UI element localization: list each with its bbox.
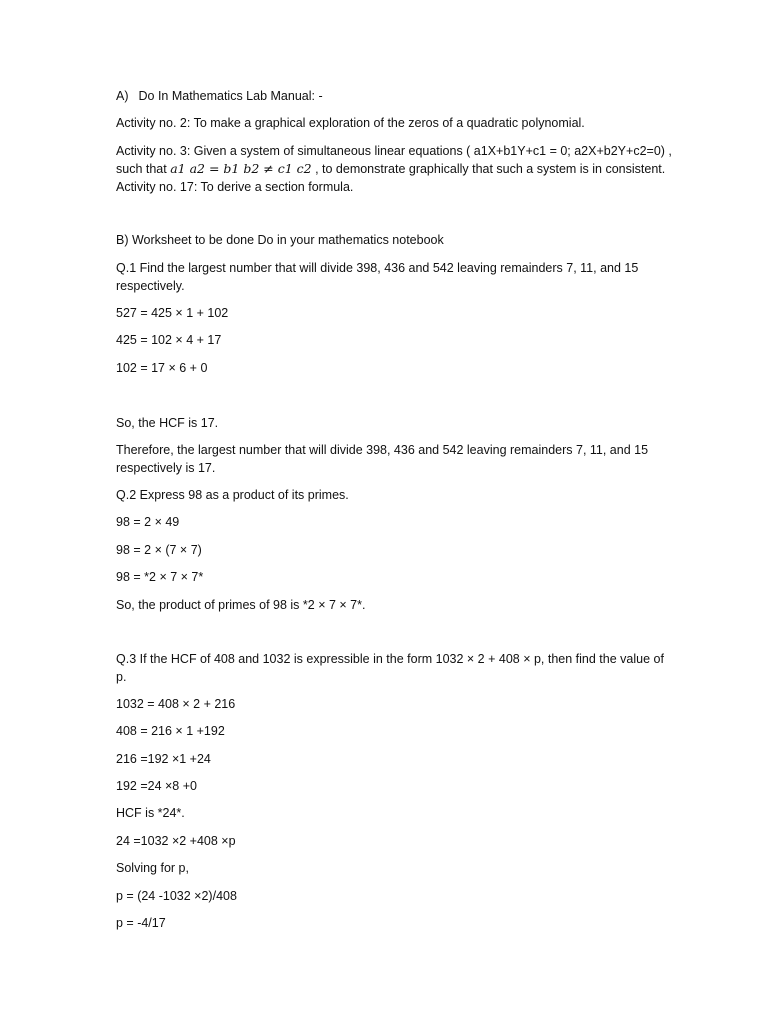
ratio-condition: a1 a2 = b1 b2 ≠ c1 c2: [170, 161, 312, 176]
q1-step-3: 102 = 17 × 6 + 0: [116, 361, 208, 375]
section-a-marker: A): [116, 89, 129, 103]
q1-step-1: 527 = 425 × 1 + 102: [116, 306, 229, 320]
q3-step-2: 408 = 216 × 1 +192: [116, 724, 225, 738]
q3-step-4: 192 =24 ×8 +0: [116, 779, 197, 793]
q1-step-2: 425 = 102 × 4 + 17: [116, 333, 222, 347]
q2-answer: So, the product of primes of 98 is *2 × 7 × 7*.: [116, 598, 366, 612]
section-b-heading: B) Worksheet to be done Do in your mathematics notebook: [116, 233, 444, 247]
q3-solving-label: Solving for p,: [116, 861, 189, 875]
q1-hcf: So, the HCF is 17.: [116, 416, 219, 430]
q3-p-value: p = -4/17: [116, 916, 166, 930]
activity-3-text: Activity no. 3: Given a system of simultaneous linear equations ( a1X+b1Y+c1 = 0; a2X+b2Y+c2=0) , such that: [116, 144, 672, 176]
q3-step-3: 216 =192 ×1 +24: [116, 752, 211, 766]
q2-step-3: 98 = *2 × 7 × 7*: [116, 570, 204, 584]
activity-3: [116, 142, 676, 196]
q3-step-1: 1032 = 408 × 2 + 216: [116, 697, 236, 711]
q3-p-expression: p = (24 -1032 ×2)/408: [116, 889, 237, 903]
q2-step-2: 98 = 2 × (7 × 7): [116, 543, 202, 557]
q3-equation: 24 =1032 ×2 +408 ×p: [116, 834, 236, 848]
section-a-heading: [116, 87, 676, 105]
q3-hcf: HCF is *24*.: [116, 806, 185, 820]
activity-3-text-end: , to demonstrate graphically that such a system is in consistent. Activity no. 17: To derive a section formula.: [116, 162, 666, 194]
q2-question: Q.2 Express 98 as a product of its primes.: [116, 488, 349, 502]
activity-2: Activity no. 2: To make a graphical exploration of the zeros of a quadratic polynomial.: [116, 116, 585, 130]
q3-question: Q.3 If the HCF of 408 and 1032 is expressible in the form 1032 × 2 + 408 × p, then find the value of p.: [116, 652, 664, 684]
q1-question: Q.1 Find the largest number that will divide 398, 436 and 542 leaving remainders 7, 11, and 15 respectively.: [116, 261, 639, 293]
q2-step-1: 98 = 2 × 49: [116, 515, 180, 529]
q1-answer: Therefore, the largest number that will divide 398, 436 and 542 leaving remainders 7, 11, and 15 respectively is 17.: [116, 443, 649, 475]
section-a-title: Do In Mathematics Lab Manual: -: [138, 89, 323, 103]
